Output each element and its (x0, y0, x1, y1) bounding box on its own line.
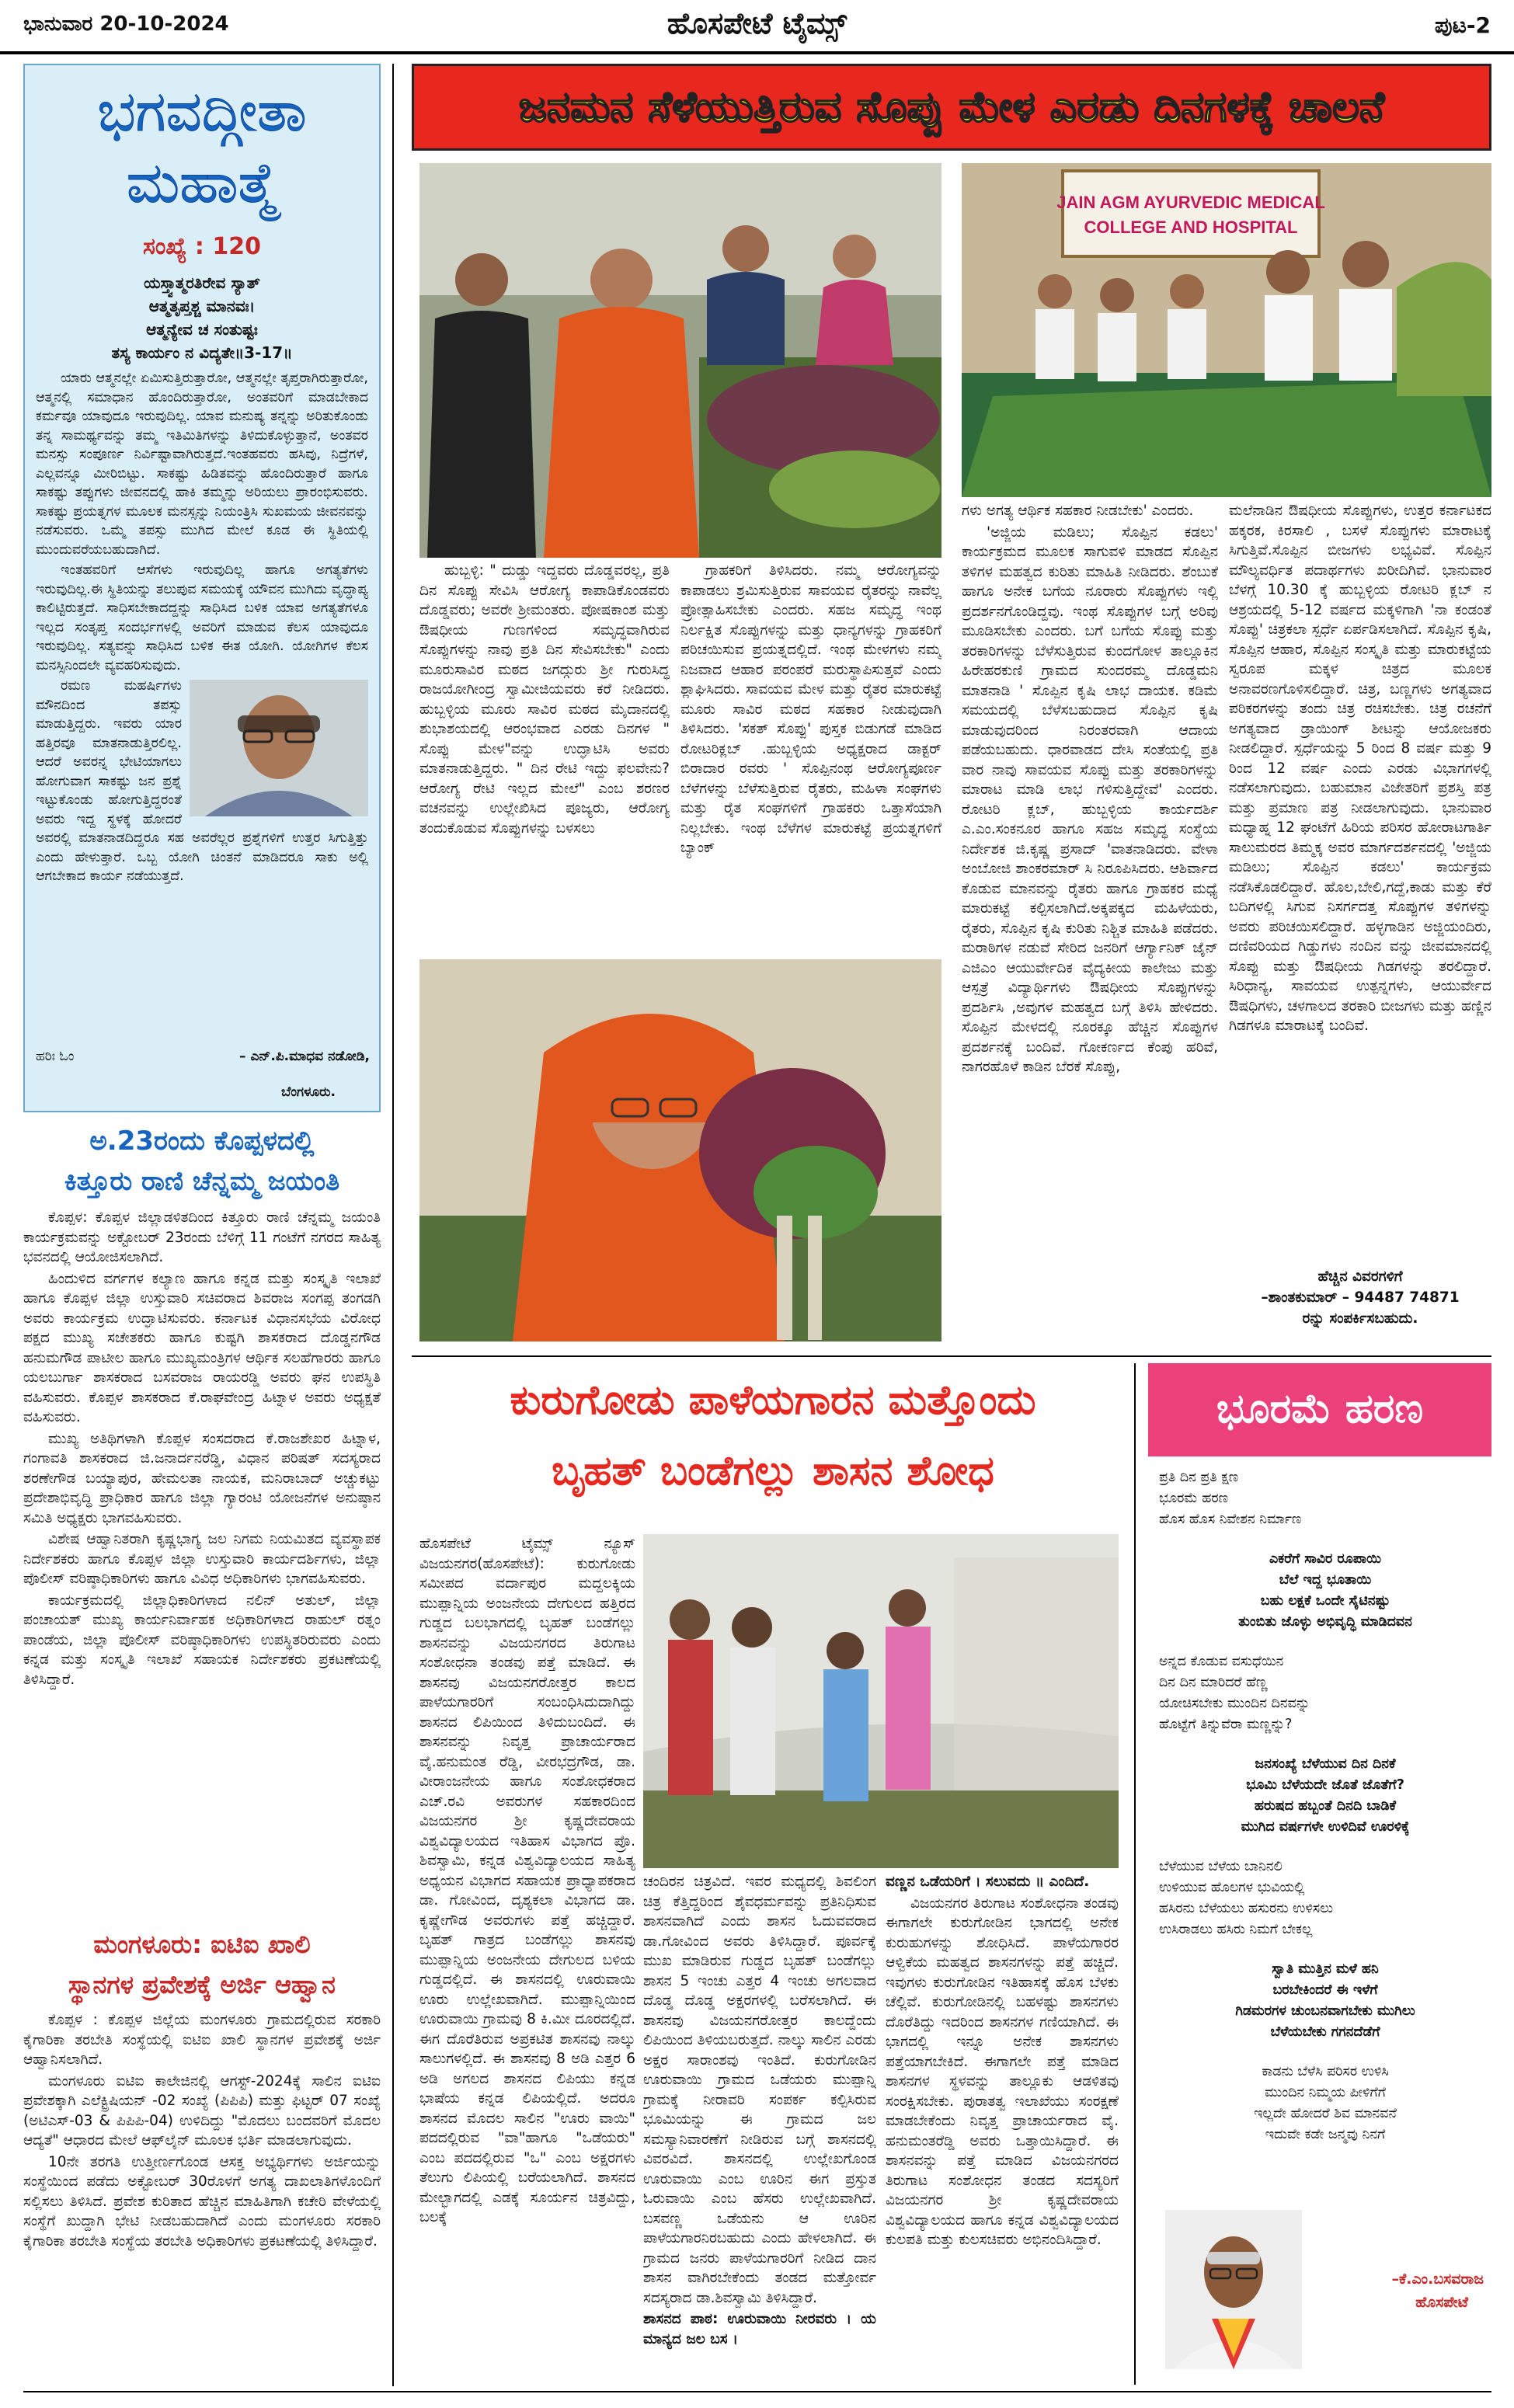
article-paragraph: ವಿಶೇಷ ಆಹ್ವಾನಿತರಾಗಿ ಕೃಷ್ಣಭಾಗ್ಯ ಜಲ ನಿಗಮ ನಿಯಮಿತದ ವ್ಯವಸ್ಥಾಪಕ ನಿರ್ದೇಶಕರು ಹಾಗೂ ಕೊಪ್ಪಳ ಜಿಲ್ಲಾ ಉಸ್ತುವಾರಿ ಕಾರ್ಯದರ್ಶಿಗಳು, ಜಿಲ್ಲಾ ಪೊಲೀಸ್ ವರಿಷ್ಠಾಧಿಕಾರಿಗಳು ಹಾಗೂ ವಿವಿಧ ಅಧಿಕಾರಿಗಳು ಭಾಗವಹಿಸುವರು. (23, 1531, 381, 1587)
iti-title-line2: ಸ್ಥಾನಗಳ ಪ್ರವೇಶಕ್ಕೆ ಅರ್ಜಿ ಆಹ್ವಾನ (68, 1970, 336, 1999)
poem-line: ಬಹು ಲಕ್ಷಕೆ ಒಂದೇ ಸೈಟಿನಷ್ಟು (1260, 1593, 1390, 1609)
poem-stanza (1159, 1549, 1491, 1633)
article-paragraph: ಚಂದಿರನ ಚಿತ್ರವಿದೆ. ಇವರ ಮಧ್ಯದಲ್ಲಿ ಶಿವಲಿಂಗ ಚಿತ್ರ ಕೆತ್ತಿದ್ದರಿಂದ ಶೈವಧರ್ಮವನ್ನು ಪ್ರತಿನಿಧಿಸುವ ಶಾಸನವಾಗಿದೆ ಎಂದು ಶಾಸನ ಓದುವವರಾದ ಡಾ.ಗೋವಿಂದ ಅವರು ತಿಳಿಸಿದ್ದಾರೆ. ಪೂರ್ವಕ್ಕೆ ಮುಖ ಮಾಡಿರುವ ಗುಡ್ಡದ ಬೃಹತ್ ಬಂಡೆಗಲ್ಲು ಶಾಸನ 5 ಇಂಚು ಎತ್ತರ 4 ಇಂಚು ಅಗಲವಾದ ದೊಡ್ಡ ದೊಡ್ಡ ಅಕ್ಷರಗಳಲ್ಲಿ ಬರೆಸಲಾಗಿದೆ. ಈ ಶಾಸನವು ವಿಜಯನಗರೋತ್ತರ ಕಾಲದ್ದೆಂದು ಲಿಪಿಯಿಂದ ತಿಳಿಯಬರುತ್ತದೆ. ನಾಲ್ಕು ಸಾಲಿನ ಎರಡು ಅಕ್ಷರ ಸಾರಾಂಶವು ಇಂತಿದೆ. ಕುರುಗೋಡಿನ ಊರುವಾಯಿ ಗ್ರಾಮದ ಒಡೆಯರು ಮುಪ್ಪಾನ್ನಿ ಗ್ರಾಮಕ್ಕೆ ನೀರಾವರಿ ಸಂಪರ್ಕ ಕಲ್ಪಿಸಿರುವ ಭೂಮಿಯನ್ನು ಈ ಗ್ರಾಮದ ಜಲ ಸಮಸ್ಯಾನಿವಾರಣೆಗೆ ನೀಡಿರುವ ಬಗ್ಗೆ ಶಾಸನದಲ್ಲಿ ವಿವರವಿದೆ. ಶಾಸನದಲ್ಲಿ ಉಲ್ಲೇಖಗೊಂಡ ಊರುವಾಯಿ ಎಂಬ ಊರಿನ ಈಗ ಪ್ರಸ್ತುತ ಓರುವಾಯಿ ಎಂಬ ಹೆಸರು ಉಲ್ಲೇಖವಾಗಿದೆ. ಬಸವಣ್ಣ ಒಡೆಯನು ಆ ಊರಿನ ಪಾಳೆಯಗಾರನಿರಬಹುದು ಎಂದು ಹೇಳಲಾಗಿದೆ. ಈ ಗ್ರಾಮದ ಜನರು ಪಾಳೆಯಗಾರರಿಗೆ ನೀಡಿದ ದಾನ ಶಾಸನ ವಾಗಿರಬೇಕೆಂದು ತಂಡದ ಮತ್ತೋರ್ವ ಸದಸ್ಯರಾದ ಡಾ.ಶಿವಸ್ವಾಮಿ ತಿಳಿಸಿದ್ದಾರೆ. (643, 1874, 876, 2306)
masthead: ಹೊಸಪೇಟೆ ಟೈಮ್ಸ್ (667, 6, 847, 40)
poem-line: ಮುಗಿದ ವರ್ಷಗಳೇ ಉಳಿದಿವೆ ಊರಳಿಕ್ಕೆ (1241, 1819, 1410, 1835)
poem-line: ಮುಂದಿನ ನಿಮ್ಮಯ ಪೀಳಿಗೆಗೆ (1265, 2085, 1386, 2100)
gita-author: – ಎನ್.ಪಿ.ಮಾಧವ ನಡೋಡಿ, (239, 1049, 370, 1064)
page-bottom-rule (23, 2391, 1491, 2392)
mela-column-3 (962, 501, 1218, 1340)
page-header (0, 0, 1514, 54)
kurugodu-column-2 (643, 1872, 876, 2385)
article-paragraph: ಗ್ರಾಹಕರಿಗೆ ತಿಳಿಸಿದರು. ನಮ್ಮ ಆರೋಗ್ಯವನ್ನು ಕಾಪಾಡಲು ಶ್ರಮಿಸುತ್ತಿರುವ ಸಾವಯವ ರೈತರನ್ನು ನಾವೆಲ್ಲ ಪ್ರೋತ್ಸಾಹಿಸಬೇಕು ಎಂದರು. ಸಹಜ ಸಮೃದ್ಧ ಇಂಥ ನಿರ್ಲಕ್ಷಿತ ಸೊಪ್ಪುಗಳನ್ನು ಮತ್ತು ಧಾನ್ಯಗಳನ್ನು ಗ್ರಾಹಕರಿಗೆ ಪರಿಚಯಿಸುವ ಪ್ರಯತ್ನದಲ್ಲಿದೆ. ಇಂಥ ಮೇಳಗಳು ನಮ್ಮ ನಿಜವಾದ ಆಹಾರ ಪರಂಪರೆ ಮರುಸ್ಥಾಪಿಸುತ್ತವೆ ಎಂದು ಶ್ಲಾಘಿಸಿದರು. ಸಾವಯವ ಮೇಳ ಮತ್ತು ರೈತರ ಮಾರುಕಟ್ಟೆ ಮೂರು ಸಾವಿರ ಮಠದ ಸಹಕಾರ ನೀಡುವುದಾಗಿ ತಿಳಿಸಿದರು. 'ಸಕತ್ ಸೊಪ್ಪು' ಪುಸ್ತಕ ಬಿಡುಗಡೆ ಮಾಡಿದ ರೋಟರಿಕ್ಲಬ್ .ಹುಬ್ಬಳ್ಳಿಯ ಅಧ್ಯಕ್ಷರಾದ ಡಾಕ್ಟರ್‌ ಬಿರಾದಾರ ರವರು ' ಸೊಪ್ಪಿನಂಥ ಆರೋಗ್ಯಪೂರ್ಣ ಬೆಳೆಗಳನ್ನು ಬೆಳೆಸುತ್ತಿರುವ ರೈತರು, ಮಹಿಳಾ ಸಂಘಗಳು ಮತ್ತು ರೈತ ಸಂಘಗಳಿಗೆ ಗ್ರಾಹಕರು ಒತ್ತಾಸೆಯಾಗಿ ನಿಲ್ಲಬೇಕು. ಇಂಥ ಬೆಳೆಗಳ ಮಾರುಕಟ್ಟೆ ಪ್ರಯತ್ನಗಳಿಗೆ ಬ್ಯಾಂಕ್ (680, 562, 941, 856)
mela-column-4 (1229, 501, 1491, 1262)
kurugodu-headline (416, 1363, 1130, 1519)
mela-photo-swami-inauguration (419, 163, 941, 558)
poem-body (1148, 1456, 1491, 2145)
issue-date: ಭಾನುವಾರ 20-10-2024 (23, 12, 229, 36)
gita-title-line2: ಮಹಾತ್ಮೆ (126, 152, 278, 214)
gita-column (23, 64, 381, 1112)
contact-number: –ಶಾಂತಕುಮಾರ್ – 94487 74871 (1261, 1289, 1460, 1306)
mela-photo-swami-greens (419, 959, 941, 1341)
article-paragraph: ಕೊಪ್ಪಳ : ಕೊಪ್ಪಳ ಜಿಲ್ಲೆಯ ಮಂಗಳೂರು ಗ್ರಾಮದಲ್ಲಿರುವ ಸರಕಾರಿ ಕೈಗಾರಿಕಾ ತರಬೇತಿ ಸಂಸ್ಥೆಯಲ್ಲಿ ಐಟಿಐ ಖಾಲಿ ಸ್ಥಾನಗಳ ಪ್ರವೇಶಕ್ಕೆ ಅರ್ಜಿ ಆಹ್ವಾನಿಸಲಾಗಿದೆ. (23, 2012, 381, 2068)
poem-line: ಭೂರಮೆ ಹರಣ (1159, 1491, 1229, 1506)
poem-line: ಬೆಳೆಯುವ ಬೆಳೆಯ ಬಾನಿನಲಿ (1159, 1859, 1283, 1874)
poem-title-banner (1148, 1363, 1491, 1456)
gita-paragraph: ಇಂತಹವರಿಗೆ ಆಸೆಗಳು ಇರುವುದಿಲ್ಲ ಹಾಗೂ ಅಗತ್ಯತೆಗಳು ಇರುವುದಿಲ್ಲ.ಈ ಸ್ಥಿತಿಯನ್ನು ತಲುಪುವ ಸಮಯಕ್ಕೆ ಯೌವನ ಮುಗಿದು ವೃದ್ಧಾಪ್ಯ ಕಾಲಿಟ್ಟಿರುತ್ತದೆ. ಸಾಧಿಸಬೇಕಾದದ್ದನ್ನು ಸಾಧಿಸಿದ ಬಳಿಕ ಯಾವ ಅಗತ್ಯತೆಗಳೂ ಇಲ್ಲದ ಸಂತೃಪ್ತ ಸಂದರ್ಭಗಳಲ್ಲಿ ಅವರಿಗೆ ಮಾಡುವ ಕೆಲಸ ಯಾವುದೂ ಇರುವುದಿಲ್ಲ. ಸತ್ಯವನ್ನು ಸಾಧಿಸಿದ ಬಳಿಕ ಈತ ಯೋಗಿ. ಯೋಗಿಗಳ ಕೆಲಸ ಮನಸ್ಸಿನಿಂದಲೇ ವ್ಯವಹರಿಸುವುದು. (36, 562, 368, 673)
iti-title-line1: ಮಂಗಳೂರು: ಐಟಿಐ ಖಾಲಿ (93, 1930, 311, 1959)
inscription-text: ವಣ್ಣನ ಒಡೆಯರಿಗೆ । ಸಲುವದು ॥ ಎಂದಿದೆ. (886, 1874, 1090, 1890)
article-paragraph: ಕಾರ್ಯಕ್ರಮದಲ್ಲಿ ಜಿಲ್ಲಾಧಿಕಾರಿಗಳಾದ ನಲಿನ್ ಅತುಲ್, ಜಿಲ್ಲಾ ಪಂಚಾಯತ್ ಮುಖ್ಯ ಕಾರ್ಯನಿರ್ವಾಹಕ ಅಧಿಕಾರಿಗಳಾದ ರಾಹುಲ್ ರತ್ನಂ ಪಾಂಡೆಯ, ಜಿಲ್ಲಾ ಪೊಲೀಸ್ ವರಿಷ್ಠಾಧಿಕಾರಿಗಳು ಉಪಸ್ಥಿತರಿರುವರು ಎಂದು ಕನ್ನಡ ಮತ್ತು ಸಂಸ್ಕೃತಿ ಇಲಾಖೆ ಸಹಾಯಕ ನಿರ್ದೇಶಕರು ಪ್ರಕಟಣೆಯಲ್ಲಿ ತಿಳಿಸಿದ್ದಾರೆ. (23, 1592, 381, 1688)
poem-line: ಗಿಡಮರಗಳ ಚುಂಬನವಾಗಬೇಕು ಮುಗಿಲು (1235, 2003, 1415, 2019)
article-paragraph: 10ನೇ ತರಗತಿ ಉತ್ತೀರ್ಣಗೊಂಡ ಆಸಕ್ತ ಅಭ್ಯರ್ಥಿಗಳು ಅರ್ಜಿಯನ್ನು ಸಂಸ್ಥೆಯಿಂದ ಪಡೆದು ಅಕ್ಟೋಬರ್ 30ರೊಳಗೆ ಅಗತ್ಯ ದಾಖಲಾತಿಗಳೊಂದಿಗೆ ಸಲ್ಲಿಸಲು ತಿಳಿಸಿದೆ. ಪ್ರವೇಶ ಕುರಿತಾದ ಹೆಚ್ಚಿನ ಮಾಹಿತಿಗಾಗಿ ಕಚೇರಿ ವೇಳೆಯಲ್ಲಿ ಸಂಸ್ಥೆಗೆ ಖುದ್ದಾಗಿ ಭೇಟಿ ನೀಡಬಹುದಾಗಿದೆ ಎಂದು ಮಂಗಳೂರು ಸರಕಾರಿ ಕೈಗಾರಿಕಾ ತರಬೇತಿ ಸಂಸ್ಥೆಯ ತರಬೇತಿ ಅಧಿಕಾರಿಗಳು ಪ್ರಕಟಣೆಯಲ್ಲಿ ತಿಳಿಸಿದ್ದಾರೆ. (23, 2153, 381, 2250)
poem-line: ಎಕರೆಗೆ ಸಾವಿರ ರೂಪಾಯಿ (1269, 1551, 1382, 1567)
column-divider (1134, 1363, 1136, 2385)
gita-author-city: ಬೆಂಗಳೂರು. (281, 1084, 336, 1100)
article-paragraph: ಮಲೆನಾಡಿನ ಔಷಧೀಯ ಸೊಪ್ಪುಗಳು, ಉತ್ತರ ಕರ್ನಾಟಕದ ಹಕ್ಕರಕ, ಕಿರಸಾಲಿ , ಬಸಳೆ ಸೊಪ್ಪುಗಳು ಮಾರಾಟಕ್ಕೆ ಸಿಗುತ್ತಿವೆ.ಸೊಪ್ಪಿನ ಬೀಜಗಳು ಲಭ್ಯವಿವೆ. ಸೊಪ್ಪಿನ ಮೌಲ್ಯವರ್ಧಿತ ಪದಾರ್ಥಗಳು ಖರೀದಿಗಿವೆ. ಭಾನುವಾರ ಬೆಳಗ್ಗೆ 10.30 ಕ್ಕೆ ಹುಬ್ಬಳ್ಳಿಯ ರೋಟರಿ ಕ್ಲಬ್ ನ ಆಶ್ರಯದಲ್ಲಿ 5-12 ವರ್ಷದ ಮಕ್ಕಳಿಗಾಗಿ 'ನಾ ಕಂಡಂತೆ ಸೊಪ್ಪು' ಚಿತ್ರಕಲಾ ಸ್ಪರ್ಧೆ ಏರ್ಪಡಿಸಲಾಗಿದೆ. ಸೊಪ್ಪಿನ ಕೃಷಿ, ಸೊಪ್ಪಿನ ಆಹಾರ, ಸೊಪ್ಪಿನ ಸಂಸ್ಕೃತಿ ಮತ್ತು ಮಾರುಕಟ್ಟೆಯ ಸ್ವರೂಪ ಮಕ್ಕಳ ಚಿತ್ರದ ಮೂಲಕ ಅನಾವರಣಗೊಳಿಸಲಿದ್ದಾರೆ. ಚಿತ್ರ, ಬಣ್ಣಗಳು ಅಗತ್ಯವಾದ ಪರಿಕರಗಳನ್ನು ತಂದು ಚಿತ್ರ ರಚಿಸಬೇಕು. ಚಿತ್ರ ರಚನೆಗೆ ಅಗತ್ಯವಾದ ಡ್ರಾಯಿಂಗ್ ಶೀಟನ್ನು ಆಯೋಜಕರು ನೀಡಲಿದ್ದಾರೆ. ಸ್ಪರ್ಧೆಯನ್ನು 5 ರಿಂದ 8 ವರ್ಷ ಮತ್ತು 9 ರಿಂದ 12 ವರ್ಷ ಎಂದು ಎರಡು ವಿಭಾಗಗಳಲ್ಲಿ ನಡೆಸಲಾಗುವುದು. ಬಹುಮಾನ ವಿಜೇತರಿಗೆ ಪ್ರಶಸ್ತಿ ಪತ್ರ ಮತ್ತು ಪ್ರಮಾಣ ಪತ್ರ ನೀಡಲಾಗುವುದು. ಭಾನುವಾರ ಮಧ್ಯಾಹ್ನ 12 ಘಂಟೆಗೆ ಹಿರಿಯ ಪರಿಸರ ಹೋರಾಟಗಾರ್ತಿ ಸಾಲುಮರದ ತಿಮ್ಮಕ್ಕ ಅವರ ಮಾರ್ಗದರ್ಶನದಲ್ಲಿ 'ಅಜ್ಜಿಯ ಮಡಿಲು; ಸೊಪ್ಪಿನ ಕಡಲು' ಕಾರ್ಯಕ್ರಮ ನಡೆಸಿಕೊಡಲಿದ್ದಾರೆ. ಹೊಲ,ಬೇಲಿ,ಗದ್ದೆ,ಕಾಡು ಮತ್ತು ಕೆರೆ ಬದಿಗಳಲ್ಲಿ ಸಿಗುವ ನಿಸರ್ಗದತ್ತ ಸೊಪ್ಪುಗಳ ತಳಿಗಳನ್ನು ಅವರು ಪರಿಚಯಿಸಲಿದ್ದಾರೆ. ಹಳ್ಳಗಾಡಿನ ಅಜ್ಜಿಯಂದಿರು, ದಣಿವರಿಯದ ಗಿಡ್ಡುಗಳು ನಂದಿನ ವನ್ನು ಜೀವಮಾನದಲ್ಲಿ ಸೊಪ್ಪು ಮತ್ತು ಔಷಧೀಯ ಗಿಡಗಳನ್ನು ತರಲಿದ್ದಾರೆ. ಸಿರಿಧಾನ್ಯ, ಸಾವಯವ ಉತ್ಪನ್ನಗಳು, ಆಯುರ್ವೇದ ಔಷಧಿಗಳು, ಚಳಗಾಲದ ತರಕಾರಿ ಬೀಜಗಳು ಮತ್ತು ಹಣ್ಣಿನ ಗಿಡಗಳೂ ಮಾರಾಟಕ್ಕೆ ಬಂದಿವೆ. (1229, 503, 1491, 1034)
article-paragraph: ಮಂಗಳೂರು ಐಟಿಐ ಕಾಲೇಜಿನಲ್ಲಿ ಆಗಸ್ಟ್-2024ಕ್ಕೆ ಸಾಲಿನ ಐಟಿಐ ಪ್ರವೇಶಕ್ಕಾಗಿ ಎಲೆಕ್ಟ್ರಿಷಿಯನ್ -02 ಸಂಖ್ಯೆ (ಪಿಪಿಪಿ) ಮತ್ತು ಫಿಟ್ಟರ್ 07 ಸಂಖ್ಯೆ (ಅಟಿಎಸ್-03 & ಪಿಪಿಪಿ-04) ಉಳಿದಿದ್ದು "ಮೊದಲು ಬಂದವರಿಗೆ ಮೊದಲ ಆದ್ಯತೆ" ಆಧಾರದ ಮೇಲೆ ಆಫ್‌ಲೈನ್ ಮೂಲಕ ಭರ್ತಿ ಮಾಡಲಾಗುವುದು. (23, 2072, 381, 2149)
poet-photo (1165, 2210, 1302, 2369)
kurugodu-column-3 (886, 1872, 1119, 2385)
poet-name: –ಕೆ.ಎಂ.ಬಸವರಾಜ (1391, 2271, 1484, 2288)
gita-paragraph: ಯಾರು ಆತ್ಮನಲ್ಲೇ ಏಮಿಸುತ್ತಿರುತ್ತಾರೋ, ಆತ್ಮನಲ್ಲೇ ತೃಪ್ತರಾಗಿರುತ್ತಾರೋ, ಆತ್ಮನಲ್ಲಿ ಸಮಾಧಾನ ಹೊಂದಿರುತ್ತಾರೋ, ಅಂತವರಿಗೆ ಮಾಡಬೇಕಾದ ಕರ್ಮವೂ ಯಾವುದೂ ಇರುವುದಿಲ್ಲ. ಯಾವ ಮನುಷ್ಯ ತನ್ನನ್ನು ಅರಿತುಕೊಂಡು ತನ್ನ ಸಾಮರ್ಥ್ಯವನ್ನು ತಮ್ಮ ಇತಿಮಿತಿಗಳನ್ನು ತಿಳಿದುಕೊಳ್ಳುತ್ತಾನೆ, ಅಂತವರ ಮನಸ್ಸು ಸಂಪೂರ್ಣ ನಿರ್ವಿಷ್ಟಾವಾಗಿರುತ್ತದೆ.ಇಂತಹವರು ಹಸಿವು, ನಿದ್ರೆಗಳೆ, ಎಲ್ಲವನ್ನೂ ಮೀರಿಬಿಟ್ಟು. ಸಾಕಷ್ಟು ಹಿಡಿತವನ್ನು ಹೊಂದಿರುತ್ತಾರೆ ಹಾಗೂ ಸಾಕಷ್ಟು ತಪ್ಪುಗಳು ಜೀವನದಲ್ಲಿ ಹಾಕಿ ತಮ್ಮನ್ನು ಅರಿಯಲು ಪ್ರಾರಂಭಿಸುವರು. ಸಾಕಷ್ಟು ಪ್ರಯತ್ನಗಳ ಮೂಲಕ ಮನಸ್ಸನ್ನು ನಿಯಂತ್ರಿಸಿ ಸುಖಮಯ ಜೀವನವನ್ನು ನಡೆಸುವರು. ಒಮ್ಮೆ ತಪಸ್ಸು ಮುಗಿದ ಮೇಲೆ ಕೂಡ ಈ ಸ್ಥಿತಿಯಲ್ಲಿ ಮುಂದುವರೆಯಬಹುದಾಗಿದೆ. (36, 371, 368, 558)
shloka-line: ಆತ್ಮತೃಪ್ತಶ್ಚ ಮಾನವಃ। (148, 297, 256, 315)
shloka-line: ಯಸ್ತ್ವಾತ್ಮರತಿರೇವ ಸ್ಯಾತ್ (144, 273, 260, 292)
poet-city: ಹೊಸಪೇಟೆ (1415, 2294, 1468, 2311)
kurugodu-headline-line1: ಕುರುಗೋಡು ಪಾಳೆಯಗಾರನ ಮತ್ತೊಂದು (510, 1377, 1036, 1424)
kurugodu-photo-team (643, 1534, 1119, 1868)
article-paragraph: ಹೊಸಪೇಟೆ ಟೈಮ್ಸ್ ನ್ಯೂಸ್ ವಿಜಯನಗರ(ಹೊಸಪೇಟೆ): ಕುರುಗೋಡು ಸಮೀಪದ ವರ್ದಾಪುರ ಮದ್ದಲಕ್ಕಿಯ ಮುಪ್ಪಾನ್ನಿಯ ಅಂಜನೇಯ ದೇಗುಲದ ಹತ್ತಿರದ ಗುಡ್ಡದ ಬಲಭಾಗದಲ್ಲಿ ಬೃಹತ್ ಬಂಡೆಗಲ್ಲು ಶಾಸನವನ್ನು ವಿಜಯನಗರದ ತಿರುಗಾಟ ಸಂಶೋಧನಾ ತಂಡವು ಪತ್ತೆ ಮಾಡಿದೆ. ಈ ಶಾಸನವು ವಿಜಯನಗರೋತ್ತರ ಕಾಲದ ಪಾಳೆಯಗಾರರಿಗೆ ಸಂಬಂಧಿಸಿದುದಾಗಿದ್ದು ಶಾಸನದ ಲಿಪಿಯಿಂದ ತಿಳಿದುಬಂದಿದೆ. ಈ ಶಾಸನವನ್ನು ನಿವೃತ್ತ ಪ್ರಾಚಾರ್ಯರಾದ ವೈ.ಹನುಮಂತ ರೆಡ್ಡಿ, ವೀರಭದ್ರಗೌಡ, ಡಾ. ವೀರಾಂಜನೇಯ ಹಾಗೂ ಸಂಶೋಧಕರಾದ ಎಚ್.ರವಿ ಅವರುಗಳ ಸಹಕಾರದಿಂದ ವಿಜಯನಗರ ಶ್ರೀ ಕೃಷ್ಣದೇವರಾಯ ವಿಶ್ವವಿದ್ಯಾಲಯದ ಇತಿಹಾಸ ವಿಭಾಗದ ಪ್ರೊ. ಶಿವಸ್ವಾಮಿ, ಕನ್ನಡ ವಿಶ್ವವಿದ್ಯಾಲಯದ ಸಾಹಿತ್ಯ ಅಧ್ಯಯನ ವಿಭಾಗದ ಸಹಾಯಕ ಪ್ರಾಧ್ಯಾಪಕರಾದ ಡಾ. ಗೋವಿಂದ, ದೃಶ್ಯಕಲಾ ವಿಭಾಗದ ಡಾ. ಕೃಷ್ಣೇಗೌಡ ಅವರುಗಳು ಪತ್ತೆ ಹಚ್ಚಿದ್ದಾರೆ. ಬೃಹತ್ ಗಾತ್ರದ ಬಂಡೆಗಲ್ಲು ಶಾಸನವು ಮುಪ್ಪಾನ್ನಿಯ ಅಂಜನೇಯ ದೇಗುಲದ ಬಳಿಯ ಗುಡ್ಡದಲ್ಲಿದೆ. ಈ ಶಾಸನದಲ್ಲಿ ಊರುವಾಯಿ ಊರು ಉಲ್ಲೇಖವಾಗಿದೆ. ಮುಪ್ಪಾನ್ನಿಯಿಂದ ಊರುವಾಯಿ ಗ್ರಾಮವು 8 ಕಿ.ಮೀ ದೂರದಲ್ಲಿದೆ. ಈಗ ದೊರೆತಿರುವ ಅಪ್ರಕಟಿತ ಶಾಸನವು ನಾಲ್ಕು ಸಾಲುಗಳಲ್ಲಿದೆ. ಈ ಶಾಸನವು 8 ಅಡಿ ಎತ್ತರ 6 ಅಡಿ ಅಗಲದ ಶಾಸನದ ಲಿಪಿಯು ಕನ್ನಡ ಭಾಷೆಯ ಕನ್ನಡ ಲಿಪಿಯಲ್ಲಿದೆ. ಅದರೂ ಶಾಸನದ ಮೊದಲ ಸಾಲಿನ "ಊರು ವಾಯಿ" ಪದದಲ್ಲಿರುವ "ವಾ"ಹಾಗೂ "ಒಡೆಯರು" ಎಂಬ ಪದದಲ್ಲಿರುವ "ಒ" ಎಂಬ ಅಕ್ಷರಗಳು ತೆಲುಗು ಲಿಪಿಯಲ್ಲಿ ಬರೆಯಲಾಗಿದೆ. ಶಾಸನದ ಮೇಲ್ಭಾಗದಲ್ಲಿ ಎಡಕ್ಕೆ ಸೂರ್ಯನ ಚಿತ್ರವಿದ್ದು, ಬಲಕ್ಕೆ (419, 1536, 635, 2225)
poem-line: ಕಾಡನು ಬೆಳೆಸಿ ಪರಿಸರ ಉಳಿಸಿ (1262, 2064, 1389, 2079)
gita-number: ಸಂಖ್ಯೆ : 120 (143, 233, 261, 260)
contact-heading: ಹೆಚ್ಚಿನ ವಿವರಗಳಿಗೆ (1317, 1268, 1403, 1285)
banner-line: COLLEGE AND HOSPITAL (1084, 217, 1298, 237)
poem-line: ಅನ್ನದ ಕೊಡುವ ವಸುಧೆಯಿನ (1159, 1654, 1284, 1669)
inscription-text: ಶಾಸನದ ಪಾಠ: ಊರುವಾಯಿ ನೀರವರು । ಯ ಮಾನ್ಯದ ಜಲ ಬಸ । (643, 2311, 876, 2347)
poem-stanza (1159, 1754, 1491, 1838)
shloka-line: ಆತ್ಮನ್ಯೇವ ಚ ಸಂತುಷ್ಟಃ (146, 320, 258, 339)
poem-line: ಬೆಲೆ ಇದ್ದ ಭೂತಾಯಿ (1279, 1572, 1372, 1588)
article-paragraph: ವಿಜಯನಗರ ತಿರುಗಾಟ ಸಂಶೋಧನಾ ತಂಡವು ಈಗಾಗಲೇ ಕುರುಗೋಡಿನ ಭಾಗದಲ್ಲಿ ಅನೇಕ ಕುರುಹುಗಳನ್ನು ಶೋಧಿಸಿದೆ. ಪಾಳೆಯಗಾರರ ಆಳ್ವಿಕೆಯ ಮಹತ್ವದ ಶಾಸನಗಳನ್ನು ಪತ್ತೆ ಹಚ್ಚಿದೆ. ಇವುಗಳು ಕುರುಗೋಡಿನ ಇತಿಹಾಸಕ್ಕೆ ಹೊಸ ಬೆಳಕು ಚೆಲ್ಲಿವೆ. ಕುರುಗೋಡಿನಲ್ಲಿ ಬಹಳಷ್ಟು ಶಾಸನಗಳು ದೊರೆತಿದ್ದು ಇದರಿಂದ ಶಾಸನಗಳ ಗಣಿಯಾಗಿದೆ. ಈ ಭಾಗದಲ್ಲಿ ಇನ್ನೂ ಅನೇಕ ಶಾಸನಗಳು ಪತ್ತೆಯಾಗಬೇಕಿದೆ. ಈಗಾಗಲೇ ಪತ್ತೆ ಮಾಡಿದ ಶಾಸನಗಳ ಸ್ಥಳವನ್ನು ತಾಲ್ಲೂಕು ಆಡಳಿತವು ಸಂರಕ್ಷಿಸಬೇಕು. ಪುರಾತತ್ವ ಇಲಾಖೆಯು ಸಂರಕ್ಷಣೆ ಮಾಡಬೇಕೆಂದು ನಿವೃತ್ತ ಪ್ರಾಚಾರ್ಯರಾದ ವೈ. ಹನುಮಂತರೆಡ್ಡಿ ಅವರು ಒತ್ತಾಯಿಸಿದ್ದಾರೆ. ಈ ಶಾಸನವನ್ನು ಪತ್ತೆ ಮಾಡಿದ ವಿಜಯನಗರದ ತಿರುಗಾಟ ಸಂಶೋಧನ ತಂಡದ ಸದಸ್ಯರಿಗೆ ವಿಜಯನಗರ ಶ್ರೀ ಕೃಷ್ಣದೇವರಾಯ ವಿಶ್ವವಿದ್ಯಾಲಯದ ಹಾಗೂ ಕನ್ನಡ ವಿಶ್ವವಿದ್ಯಾಲಯದ ಕುಲಪತಿ ಮತ್ತು ಕುಲಸಚಿವರು ಅಭಿನಂದಿಸಿದ್ದಾರೆ. (886, 1895, 1119, 2248)
banner-line: JAIN AGM AYURVEDIC MEDICAL (1056, 193, 1325, 212)
poem-line: ದಿನ ದಿನ ಮಾರಿದರೆ ಹೆಣ್ಣ (1159, 1675, 1268, 1690)
gita-title (25, 76, 379, 219)
poem-line: ಹಸಿರನು ಬೆಳೆಯಲು ಹಸುರನು ಉಳಿಸಲು (1159, 1901, 1334, 1916)
iti-article (23, 1925, 381, 2383)
article-paragraph: ಹುಬ್ಬಳ್ಳಿ: " ದುಡ್ಡು ಇದ್ದವರು ದೊಡ್ಡವರಲ್ಲ, ಪ್ರತಿ ದಿನ ಸೊಪ್ಪು ಸೇವಿಸಿ ಆರೋಗ್ಯ ಕಾಪಾಡಿಕೊಂಡವರು ದೊಡ್ಡವರು; ಅವರೇ ಶ್ರೀಮಂತರು. ಪೋಷಕಾಂಶ ಮತ್ತು ಔಷಧೀಯ ಗುಣಗಳಿಂದ ಸಮೃದ್ಧವಾಗಿರುವ ಸೊಪ್ಪುಗಳನ್ನು ನಾವು ಪ್ರತಿ ದಿನ ಸೇವಿಸಬೇಕು" ಎಂದು ಮೂರುಸಾವಿರ ಮಠದ ಜಗದ್ಗುರು ಶ್ರೀ ಗುರುಸಿದ್ಧ ರಾಜಯೋಗೀಂದ್ರ ಸ್ವಾಮೀಜಿಯವರು ಕರೆ ನೀಡಿದರು. ಹುಬ್ಬಳ್ಳಿಯ ಮೂರು ಸಾವಿರ ಮಠದ ಮೈದಾನದಲ್ಲಿ ಶುಭಾಶಯದಲ್ಲಿ ಆರಂಭವಾದ ಎರಡು ದಿನಗಳ " ಸೊಪ್ಪು ಮೇಳ"ವನ್ನು ಉದ್ಘಾಟಿಸಿ ಅವರು ಮಾತನಾಡುತ್ತಿದ್ದರು. " ದಿನ ರೇಟಿ ಇದ್ದು ಫಲವೇನು? ಆರೋಗ್ಯ ರೇಟಿ ಇಲ್ಲದ ಮೇಲೆ" ಎಂಬ ಶರಣರ ವಚನವನ್ನು ಉಲ್ಲೇಖಿಸಿದ ಪೂಜ್ಯರು, ಆರೋಗ್ಯ ತಂದುಕೊಡುವ ಸೊಪ್ಪುಗಳನ್ನು ಬಳಸಲು (419, 562, 670, 837)
kurugodu-headline-line2: ಬೃಹತ್ ಬಂಡೆಗಲ್ಲು ಶಾಸನ ಶೋಧ (552, 1448, 994, 1495)
gita-sign: ಹರಿಃ ಓಂ (36, 1049, 75, 1064)
poem-line: ಬೆಳೆಯಬೇಕು ಗಗನದೆಡೆಗೆ (1270, 2024, 1380, 2040)
shloka-line: ತಸ್ಯ ಕಾರ್ಯಂ ನ ವಿದ್ಯತೇ॥3-17॥ (111, 343, 293, 362)
article-paragraph: ಕೊಪ್ಪಳ: ಕೊಪ್ಪಳ ಜಿಲ್ಲಾಡಳಿತದಿಂದ ಕಿತ್ತೂರು ರಾಣಿ ಚೆನ್ನಮ್ಮ ಜಯಂತಿ ಕಾರ್ಯಕ್ರಮವನ್ನು ಅಕ್ಟೋಬರ್ 23ರಂದು ಬೆಳಿಗ್ಗೆ 11 ಗಂಟೆಗೆ ನಗರದ ಸಾಹಿತ್ಯ ಭವನದಲ್ಲಿ ಆಯೋಜಿಸಲಾಗಿದೆ. (23, 1209, 381, 1265)
article-paragraph: ಮುಖ್ಯ ಅತಿಥಿಗಳಾಗಿ ಕೊಪ್ಪಳ ಸಂಸದರಾದ ಕೆ.ರಾಜಶೇಖರ ಹಿಟ್ನಾಳ, ಗಂಗಾವತಿ ಶಾಸಕರಾದ ಜಿ.ಜನಾರ್ದನರೆಡ್ಡಿ, ವಿಧಾನ ಪರಿಷತ್ ಸದಸ್ಯರಾದ ಶರಣೇಗೌಡ ಬಯ್ಯಾಪುರ, ಹೇಮಲತಾ ನಾಯಕ, ಮನಿರಾಬಾದ್ ಅಚ್ಚುಕಟ್ಟು ಪ್ರದೇಶಾಭಿವೃದ್ಧಿ ಪ್ರಾಧಿಕಾರ ಹಾಗೂ ಜಿಲ್ಲಾ ಗ್ಯಾರಂಟಿ ಯೋಜನೆಗಳ ಅನುಷ್ಠಾನ ಸಮಿತಿ ಅಧ್ಯಕ್ಷರು ಭಾಗವಹಿಸುವರು. (23, 1430, 381, 1526)
poem-line: ಯೋಚಿಸಬೇಕು ಮುಂದಿನ ದಿನವನ್ನು (1159, 1696, 1310, 1711)
poem-line: ಉಸಿರಾಡಲು ಹಸಿರು ನಿಮಗೆ ಬೇಕಲ್ಲ (1159, 1922, 1313, 1937)
poem-stanza (1159, 1651, 1491, 1735)
poem-line: ಬರಬೇಕಿಂದರೆ ಈ ಇಳೆಗೆ (1272, 1982, 1378, 1998)
author-photo (190, 680, 368, 816)
gita-shloka (25, 271, 379, 364)
poem-line: ಪ್ರತಿ ದಿನ ಪ್ರತಿ ಕ್ಷಣ (1159, 1470, 1239, 1485)
contact-tail: ರನ್ನು ಸಂಪರ್ಕಿಸಬಹುದು. (1302, 1310, 1418, 1327)
poem-line: ಜನಸಂಖ್ಯೆ ಬೆಳೆಯುವ ದಿನ ದಿನಕೆ (1255, 1756, 1396, 1772)
poem-line: ತುಂಬಿತು ಜೊಳ್ಳು ಅಭಿವೃದ್ಧಿ ಮಾಡಿದವನ (1238, 1614, 1412, 1630)
poem-line: ಹೊಸ ಹೊಸ ನಿವೇಶನ ನಿರ್ಮಾಣ (1159, 1512, 1302, 1527)
gita-title-line1: ಭಗವದ್ಗೀತಾ (97, 81, 307, 143)
kittur-title-line2: ಕಿತ್ತೂರು ರಾಣಿ ಚೆನ್ನಮ್ಮ ಜಯಂತಿ (64, 1166, 340, 1197)
poem-line: ಹರುಷದ ಹಬ್ಬಂತೆ ದಿನದಿ ಬಾಡಿಕೆ (1254, 1798, 1397, 1814)
column-divider (392, 64, 394, 2386)
mela-photo-ayurveda-students (962, 163, 1491, 497)
poem-stanza (1159, 2062, 1491, 2145)
poem-line: ಭೂಮಿ ಬೆಳೆಯದೇ ಜೊತೆ ಜೊತೆಗೆ? (1246, 1777, 1404, 1793)
poem-box (1148, 1363, 1491, 2385)
gita-paragraph: ರಮಣ ಮಹರ್ಷಿಗಳು ಮೌನದಿಂದ ತಪಸ್ಸು ಮಾಡುತ್ತಿದ್ದರು. ಇವರು ಯಾರ ಹತ್ತಿರವೂ ಮಾತನಾಡುತ್ತಿರಲಿಲ್ಲ. ಆದರೆ ಅವರನ್ನ ಭೇಟಿಯಾಗಲು ಹೋಗುವಾಗ ಸಾಕಷ್ಟು ಜನ ಪ್ರಶ್ನೆ ಇಟ್ಟುಕೊಂಡು ಹೋಗುತ್ತಿದ್ದರಂತೆ ಅವರು ಇದ್ದ ಸ್ಥಳಕ್ಕೆ ಹೋದರೆ ಅವರಲ್ಲಿ ಮಾತನಾಡದಿದ್ದರೂ ಸಹ ಅವರೆಲ್ಲರ ಪ್ರಶ್ನೆಗಳಿಗೆ ಉತ್ತರ ಸಿಗುತ್ತಿತ್ತು ಎಂದು ಹೇಳುತ್ತಾರೆ. ಒಬ್ಬ ಯೋಗಿ ಚಿಂತನೆ ಮಾಡಿದರೂ ಸಾಕು ಅಲ್ಲಿ ಆಗಬೇಕಾದ ಕಾರ್ಯ ನಡೆಯುತ್ತದೆ. (36, 678, 368, 884)
kurugodu-column-1 (419, 1534, 635, 2385)
poem-stanza (1159, 1467, 1491, 1530)
article-paragraph: 'ಅಜ್ಜಿಯ ಮಡಿಲು; ಸೊಪ್ಪಿನ ಕಡಲು' ಕಾರ್ಯಕ್ರಮದ ಮೂಲಕ ಸಾಗುವಳಿ ಮಾಡದ ಸೊಪ್ಪಿನ ತಳಿಗಳ ಮಹತ್ವದ ಕುರಿತು ಮಾಹಿತಿ ನೀಡಿದರು. ಶೆಂಬುಕೆ ಹಾಗೂ ಅನೇಕ ಬಗೆಯ ನೂರಾರು ಸೊಪ್ಪುಗಳು ಇಲ್ಲಿ ಪ್ರದರ್ಶನಗೊಂಡಿದ್ದವು. ಇಂಥ ಸೊಪ್ಪುಗಳ ಬಗ್ಗೆ ಅರಿವು ಮೂಡಿಸಬೇಕು ಎಂದರು. ಬಗೆ ಬಗೆಯ ಸೊಪ್ಪು ಮತ್ತು ತರಕಾರಿಗಳನ್ನು ಬೆಳೆಸುತ್ತಿರುವ ಕುಂದಗೋಳ ತಾಲ್ಲೂಕಿನ ಹಿರೇಹರಕುಣಿ ಗ್ರಾಮದ ಸುಂದರಮ್ಮ ದೊಡ್ಡಮನಿ ಮಾತನಾಡಿ ' ಸೊಪ್ಪಿನ ಕೃಷಿ ಲಾಭ ದಾಯಕ. ಕಡಿಮೆ ಸಮಯದಲ್ಲಿ ಬೆಳೆಸಬಹುದಾದ ಸೊಪ್ಪಿನ ಕೃಷಿ ಮಾಡುವುದರಿಂದ ನಿರಂತರವಾಗಿ ಆದಾಯ ಪಡೆಯಬಹುದು. ಧಾರವಾಡದ ದೇಸಿ ಸಂತೆಯಲ್ಲಿ ಪ್ರತಿ ವಾರ ನಾವು ಸಾವಯವ ಸೊಪ್ಪು ಮತ್ತು ತರಕಾರಿಗಳನ್ನು ಮಾರಾಟ ಮಾಡಿ ಲಾಭ ಗಳಿಸುತ್ತಿದ್ದೇವೆ' ಎಂದರು. ರೋಟರಿ ಕ್ಲಬ್, ಹುಬ್ಬಳ್ಳಿಯ ಕಾರ್ಯದರ್ಶಿ ಎ.ಎಂ.ಸಂಕನೂರ ಹಾಗೂ ಸಹಜ ಸಮೃದ್ಧ ಸಂಸ್ಥೆಯ ನಿರ್ದೇಶಕ ಜಿ.ಕೃಷ್ಣ ಪ್ರಸಾದ್ 'ವಾತನಾಡಿದರು. ವೇಳಾ ಅಂಬೋಜಿ ಶಾಂಕರಮಾರ್ ಸಿ ನಿರೂಪಿಸಿದರು. ಆಶಿರ್ವಾದ ಕೊಡುವ ಮಾನವನ್ನು ರೈತರು ಹಾಗೂ ಗ್ರಾಹಕರ ಮಧ್ಯೆ ಮಾರುಕಟ್ಟೆ ಕಲ್ಪಿಸಲಾಗಿದೆ.ಅಕ್ಕಪಕ್ಕದ ಮಹಿಳೆಯರು, ರೈತರು, ಸೊಪ್ಪಿನ ಕೃಷಿ ಕುರಿತು ನಿಶ್ಚಿತ ಮಾಹಿತಿ ಪಡೆದರು. ಮರಾಠಿಗಳ ನಡುವೆ ಸೇರಿದ ಜನರಿಗೆ ಆರ್ಗ್ಯಾನಿಕ್‌ ಜೈನ್ ಎಜಿಎಂ ಆಯುರ್ವೇದಿಕ ವೈದ್ಯಕೀಯ ಕಾಲೇಜು ಮತ್ತು ಆಸ್ಪತ್ರೆ ವಿದ್ಯಾರ್ಥಿಗಳು ಔಷಧೀಯ ಸೊಪ್ಪುಗಳನ್ನು ಪ್ರದರ್ಶಿಸಿ ,ಅವುಗಳ ಮಹತ್ವದ ಬಗ್ಗೆ ತಿಳಿಸಿ ಹೇಳಿದರು. ಸೊಪ್ಪಿನ ಮೇಳದಲ್ಲಿ ನೂರಕ್ಕೂ ಹೆಚ್ಚಿನ ಸೊಪ್ಪುಗಳ ಪ್ರದರ್ಶನಕ್ಕೆ ಬಂದಿವೆ. ಗೋಕರ್ಣದ ಕೆಂಪು ಹರಿವೆ, ನಾಗರಹೊಳೆ ಕಾಡಿನ ಬೆರಕೆ ಸೊಪ್ಪು, (962, 524, 1218, 1075)
poem-line: ಉಳಿಯುವ ಹೊಲಗಳ ಭುವಿಯಲ್ಲಿ (1159, 1880, 1305, 1895)
kittur-title-line1: ಅ.23ರಂದು ಕೊಪ್ಪಳದಲ್ಲಿ (89, 1126, 315, 1157)
mela-headline-banner (412, 64, 1491, 151)
section-divider (412, 1355, 1491, 1357)
poem-stanza (1159, 1959, 1491, 2043)
kittur-article (23, 1122, 381, 1915)
article-paragraph: ಗಳು ಅಗತ್ಯ ಆರ್ಥಿಕ ಸಹಕಾರ ನೀಡಬೇಕು' ಎಂದರು. (962, 503, 1194, 519)
article-paragraph: ಹಿಂದುಳಿದ ವರ್ಗಗಳ ಕಲ್ಯಾಣ ಹಾಗೂ ಕನ್ನಡ ಮತ್ತು ಸಂಸ್ಕೃತಿ ಇಲಾಖೆ ಹಾಗೂ ಕೊಪ್ಪಳ ಜಿಲ್ಲಾ ಉಸ್ತುವಾರಿ ಸಚಿವರಾದ ಶಿವರಾಜ ಸಂಗಪ್ಪ ತಂಗಡಗಿ ಅವರು ಕಾರ್ಯಕ್ರಮ ಉದ್ಘಾಟಿಸುವರು. ಕರ್ನಾಟಕ ವಿಧಾನಸಭೆಯ ವಿರೋಧ ಪಕ್ಷದ ಮುಖ್ಯ ಸಚೇತಕರು ಹಾಗೂ ಕುಷ್ಟಗಿ ಶಾಸಕರಾದ ದೊಡ್ಡನಗೌಡ ಹನುಮಗೌಡ ಪಾಟೀಲ ಹಾಗೂ ಮುಖ್ಯಮಂತ್ರಿಗಳ ಆರ್ಥಿಕ ಸಲಹೆಗಾರರು ಹಾಗೂ ಯಲಬುರ್ಗಾ ಶಾಸಕರಾದ ಬಸವರಾಜ ರಾಯರಡ್ಡಿ ಅವರು ಘನ ಉಪಸ್ಥಿತಿ ವಹಿಸುವರು. ಕೊಪ್ಪಳ ಶಾಸಕರಾದ ಕೆ.ರಾಘವೇಂದ್ರ ಹಿಟ್ನಾಳ ಅವರು ಅಧ್ಯಕ್ಷತೆ ವಹಿಸುವರು. (23, 1270, 381, 1425)
mela-contact (1229, 1266, 1491, 1329)
poem-line: ಸ್ವಾತಿ ಮುತ್ತಿನ ಮಳೆ ಹನಿ (1272, 1961, 1379, 1977)
poem-stanza (1159, 1856, 1491, 1940)
mela-column-1 (419, 561, 670, 949)
mela-column-2 (680, 561, 941, 949)
poem-line: ಇದುವೇ ಕಡೇ ಜನ್ಮವು ನಿನಗೆ (1265, 2127, 1386, 2142)
poem-title: ಭೂರಮೆ ಹರಣ (1216, 1386, 1424, 1432)
page-number: ಪುಟ-2 (1434, 12, 1491, 38)
mela-headline: ಜನಮನ ಸೆಳೆಯುತ್ತಿರುವ ಸೊಪ್ಪು ಮೇಳ ಎರಡು ದಿನಗಳಕ್ಕೆ ಚಾಲನೆ (518, 82, 1385, 131)
poem-line: ಹೊಟ್ಟೆಗೆ ತಿನ್ನುವೆರಾ ಮಣ್ಣನ್ನು? (1159, 1717, 1293, 1732)
poem-line: ಇಲ್ಲದೇ ಹೋದರೆ ಶಿವ ಮಾನವನೆ (1254, 2106, 1397, 2121)
